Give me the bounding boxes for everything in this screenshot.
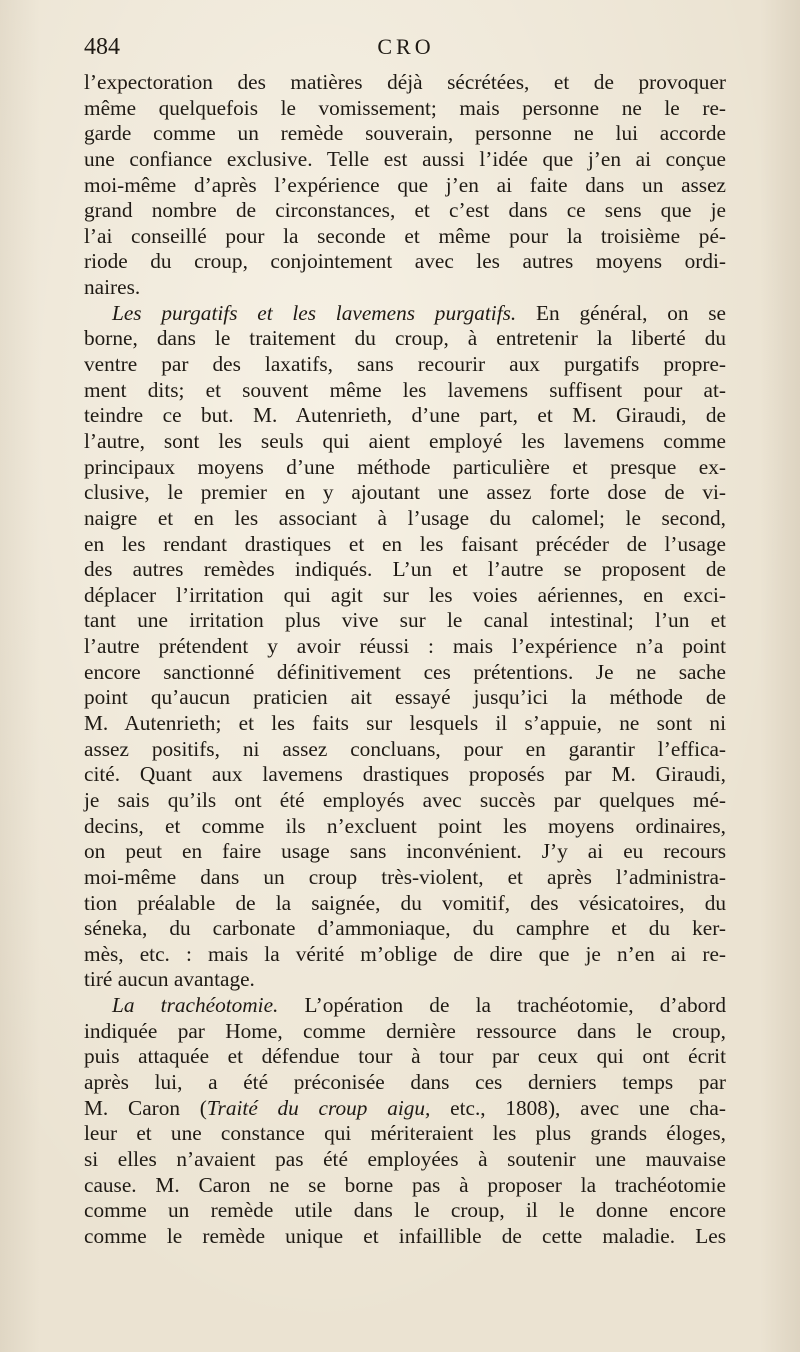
section-heading-line [84,993,726,1019]
text-line: moi-même d’après l’expérience que j’en ai faite dans un assez [84,172,726,197]
text-line: riode du croup, conjointement avec les autres moyens ordi- [84,249,726,274]
text-line: l’autre prétendent y avoir réussi : mais l’expérience n’a point [84,634,726,659]
page-number: 484 [84,34,120,60]
text-line: cité. Quant aux lavemens drastiques proposés par M. Giraudi, [84,762,726,787]
section-heading-tracheotomie: La trachéotomie. [112,993,279,1018]
text-line: decins, et comme ils n’excluent point les moyens ordinaires, [84,813,726,838]
text-line: clusive, le premier en y ajoutant une assez forte dose de vi- [84,480,726,505]
text-line: l’autre, sont les seuls qui aient employé les lavemens comme [84,428,726,453]
text-line: ment dits; et souvent même les lavemens suffisent pour at- [84,377,726,402]
text-line: naires. [84,275,141,300]
text-line: une confiance exclusive. Telle est aussi l’idée que j’en ai conçue [84,146,726,171]
text-line: même quelquefois le vomissement; mais personne ne le re- [84,95,726,120]
text-line-pre: M. Caron ( [84,1095,207,1120]
text-line: comme un remède utile dans le croup, il le donne encore [84,1198,726,1223]
text-line: en les rendant drastiques et en les faisant précéder de l’usage [84,531,726,556]
text-line: séneka, du carbonate d’ammoniaque, du camphre et du ker- [84,916,726,941]
text-line: leur et une constance qui mériteraient les plus grands éloges, [84,1121,726,1146]
section-heading-line [84,301,726,327]
citation-title: Traité du croup aigu, [206,1095,431,1120]
text-line: M. Autenrieth; et les faits sur lesquels il s’appuie, ne sont ni [84,711,726,736]
text-line: principaux moyens d’une méthode particulière et presque ex- [84,454,726,479]
text-line-rest: En général, on se [516,300,727,325]
citation-line [84,1096,726,1122]
text-line-rest: etc., 1808), avec une cha- [430,1095,726,1120]
text-line: ventre par des laxatifs, sans recourir aux purgatifs propre- [84,352,726,377]
text-line: tiré aucun avantage. [84,967,255,992]
text-line: indiquée par Home, comme dernière ressource dans le croup, [84,1018,726,1043]
text-line: déplacer l’irritation qui agit sur les voies aériennes, en exci- [84,582,726,607]
text-line: si elles n’avaient pas été employées à soutenir une mauvaise [84,1146,726,1171]
text-line: après lui, a été préconisée dans ces derniers temps par [84,1069,726,1094]
body-text [84,70,726,1249]
text-line: tion préalable de la saignée, du vomitif, des vésicatoires, du [84,890,726,915]
text-line: naigre et en les associant à l’usage du calomel; le second, [84,505,726,530]
text-line: point qu’aucun praticien ait essayé jusqu’ici la méthode de [84,685,726,710]
text-line: comme le remède unique et infaillible de cette maladie. Les [84,1223,726,1248]
text-line: assez positifs, ni assez concluans, pour en garantir l’effica- [84,736,726,761]
text-line: des autres remèdes indiqués. L’un et l’autre se proposent de [84,557,726,582]
text-line: grand nombre de circonstances, et c’est dans ce sens que je [84,198,726,223]
section-heading-purgatifs: Les purgatifs et les lavemens purgatifs. [112,300,517,325]
text-line: l’ai conseillé pour la seconde et même pour la troisième pé- [84,223,726,248]
text-line: l’expectoration des matières déjà sécrétées, et de provoquer [84,70,726,94]
text-line: tant une irritation plus vive sur le canal intestinal; l’un et [84,608,726,633]
page-header [84,34,728,70]
text-line: puis attaquée et défendue tour à tour par ceux qui ont écrit [84,1044,726,1069]
text-line: cause. M. Caron ne se borne pas à proposer la trachéotomie [84,1172,726,1197]
text-line: moi-même dans un croup très-violent, et après l’administra- [84,864,726,889]
text-line: mès, etc. : mais la vérité m’oblige de dire que je n’en ai re- [84,941,726,966]
text-line: borne, dans le traitement du croup, à entretenir la liberté du [84,326,726,351]
text-line: garde comme un remède souverain, personne ne lui accorde [84,121,726,146]
running-head: CRO [377,34,435,59]
text-line: on peut en faire usage sans inconvénient. J’y ai eu recours [84,839,726,864]
text-line-rest: L’opération de la trachéotomie, d’abord [278,993,727,1018]
text-line: encore sanctionné définitivement ces prétentions. Je ne sache [84,659,726,684]
text-line: je sais qu’ils ont été employés avec succès par quelques mé- [84,787,726,812]
text-line: teindre ce but. M. Autenrieth, d’une part, et M. Giraudi, de [84,403,726,428]
